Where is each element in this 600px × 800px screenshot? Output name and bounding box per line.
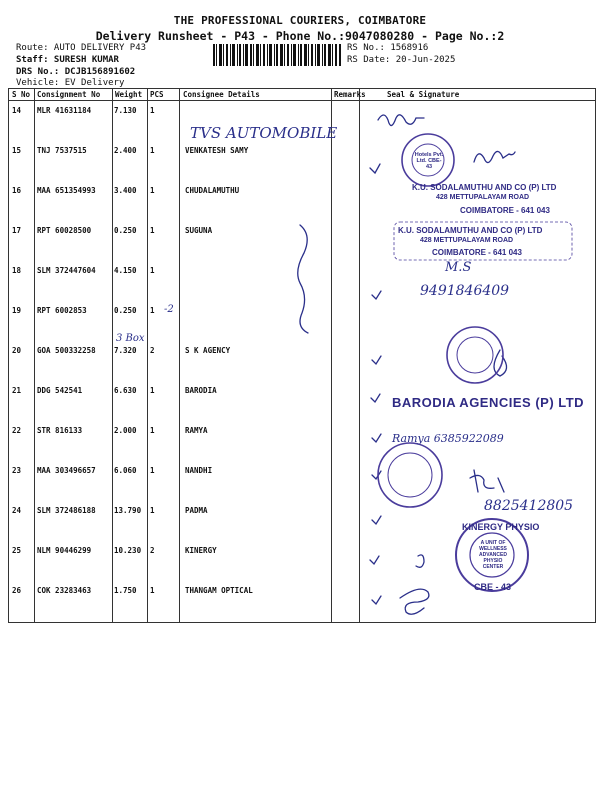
stamp-sodalamuthu-line1: K.U. SODALAMUTHU AND CO (P) LTD (412, 183, 557, 192)
row-weight: 13.790 (114, 506, 142, 515)
stamp-kinergy-name: KINERGY PHYSIO (462, 522, 540, 532)
row-pcs: 1 (150, 146, 155, 155)
header-consignment: Consignment No (37, 90, 101, 99)
handwriting-ms: M.S (445, 260, 472, 275)
row-sno: 23 (12, 466, 22, 475)
row-sno: 18 (12, 266, 22, 275)
route-info: Route: AUTO DELIVERY P43 (16, 43, 147, 53)
row-consignee: RAMYA (185, 426, 208, 435)
tick-row24 (372, 516, 381, 524)
signature-row23 (470, 470, 504, 492)
row-sno: 17 (12, 226, 22, 235)
row-pcs: 2 (150, 546, 155, 555)
row-consignment: MAA 303496657 (37, 466, 96, 475)
row-consignee: VENKATESH SAMY (185, 146, 249, 155)
stamp-sodalamuthu-line3: COIMBATORE - 641 043 (460, 206, 550, 215)
row-consignee: CHUDALAMUTHU (185, 186, 240, 195)
row-weight: 7.130 (114, 106, 137, 115)
tick-row21 (371, 394, 380, 402)
tick-row26 (372, 596, 381, 604)
row-consignee: KINERGY (185, 546, 217, 555)
row-sno: 15 (12, 146, 22, 155)
row-sno: 14 (12, 106, 22, 115)
row-pcs: 1 (150, 106, 155, 115)
stamp-kinergy-city: CBE - 43 (474, 582, 512, 592)
tick-row25 (370, 556, 379, 564)
handwriting-tvs: TVS AUTOMOBILE (190, 124, 338, 142)
row-sno: 22 (12, 426, 22, 435)
row-consignment: NLM 90446299 (37, 546, 92, 555)
row-weight: 6.060 (114, 466, 137, 475)
signature-row26 (400, 589, 429, 614)
row-consignment: TNJ 7537515 (37, 146, 87, 155)
tick-row22 (372, 434, 381, 442)
stamp-sodalamuthu-row17-line2: 428 METTUPALAYAM ROAD (420, 237, 514, 244)
row-pcs: 2 (150, 346, 155, 355)
row-pcs: 1 (150, 426, 155, 435)
row-consignee: PADMA (185, 506, 208, 515)
runsheet-subtitle: Delivery Runsheet - P43 - Phone No.:9047080280 - Page No.:2 (95, 29, 505, 43)
header-sno: S No (12, 90, 31, 99)
handwriting-phone-18: 9491846409 (420, 283, 510, 299)
row-weight: 2.000 (114, 426, 137, 435)
row-weight: 0.250 (114, 226, 137, 235)
stamp-sodalamuthu-row17-line1: K.U. SODALAMUTHU AND CO (P) LTD (398, 226, 543, 235)
staff-info: Staff: SURESH KUMAR (16, 55, 119, 65)
header-remarks: Remarks (334, 90, 366, 99)
row-consignment: STR 816133 (37, 426, 83, 435)
header-pcs: PCS (150, 90, 164, 99)
row-pcs: 1 (150, 186, 155, 195)
row-sno: 24 (12, 506, 22, 515)
row-consignment: MLR 41631184 (37, 106, 92, 115)
header-weight: Weight (115, 90, 143, 99)
company-title: THE PROFESSIONAL COURIERS, COIMBATORE (173, 14, 427, 27)
row-sno: 26 (12, 586, 22, 595)
row-pcs: 1 (150, 266, 155, 275)
stamp-kinergy-inner: A UNIT OF WELLNESS ADVANCED PHYSIO CENTER (479, 540, 507, 570)
row-weight: 7.320 (114, 346, 137, 355)
stamp-hotels-inner: Hotels Pvt. Ltd. CBE-43 (414, 152, 444, 170)
row-weight: 4.150 (114, 266, 137, 275)
handwriting-three-box: 3 Box (116, 333, 145, 344)
tick-row15 (370, 164, 380, 173)
bracket-mark (298, 225, 308, 333)
row-weight: 10.230 (114, 546, 142, 555)
row-weight: 3.400 (114, 186, 137, 195)
handwriting-pcs-correction: -2 (164, 304, 174, 315)
handwriting-ramya: Ramya 6385922089 (392, 432, 504, 445)
row-pcs: 1 (150, 506, 155, 515)
stamp-sodalamuthu-row17-line3: COIMBATORE - 641 043 (432, 248, 522, 257)
header-seal-signature: Seal & Signature (387, 90, 460, 99)
stamp-row20 (447, 327, 503, 383)
stamp-sodalamuthu-line2: 428 METTUPALAYAM ROAD (436, 194, 530, 201)
row-weight: 2.400 (114, 146, 137, 155)
rs-date: RS Date: 20-Jun-2025 (347, 55, 456, 65)
row-consignee: S K AGENCY (185, 346, 231, 355)
row-weight: 1.750 (114, 586, 137, 595)
header-consignee: Consignee Details (183, 90, 260, 99)
tick-row20 (372, 356, 381, 364)
row-sno: 25 (12, 546, 22, 555)
row-consignment: SLM 372486188 (37, 506, 96, 515)
row-weight: 0.250 (114, 306, 137, 315)
row-consignment: COK 23283463 (37, 586, 92, 595)
row-consignment: SLM 372447604 (37, 266, 96, 275)
signature-row25 (416, 555, 424, 567)
tick-row23 (372, 471, 381, 479)
vehicle-info: Vehicle: EV Delivery (16, 78, 125, 88)
row-consignee: SUGUNA (185, 226, 213, 235)
row-sno: 16 (12, 186, 22, 195)
row-pcs: 1 (150, 586, 155, 595)
row-sno: 19 (12, 306, 22, 315)
row-sno: 21 (12, 386, 22, 395)
row-consignment: DDG 542541 (37, 386, 83, 395)
row-consignment: RPT 60028500 (37, 226, 92, 235)
row-weight: 6.630 (114, 386, 137, 395)
tick-row18 (372, 291, 381, 299)
row-consignment: MAA 651354993 (37, 186, 96, 195)
signature-row14 (378, 115, 424, 126)
row-consignment: GOA 500332258 (37, 346, 96, 355)
row-pcs: 1 (150, 226, 155, 235)
drs-number: DRS No.: DCJB156891602 (16, 67, 136, 77)
signature-row15 (474, 151, 515, 162)
row-consignment: RPT 6002853 (37, 306, 87, 315)
row-pcs: 1 (150, 466, 155, 475)
row-pcs: 1 (150, 306, 155, 315)
row-pcs: 1 (150, 386, 155, 395)
row-sno: 20 (12, 346, 22, 355)
signature-row20 (494, 350, 507, 376)
stamp-barodia: BARODIA AGENCIES (P) LTD (392, 395, 585, 410)
row-consignee: NANDHI (185, 466, 213, 475)
rs-number: RS No.: 1568916 (347, 43, 429, 53)
handwriting-padma-phone: 8825412805 (484, 498, 574, 514)
row-consignee: BARODIA (185, 386, 217, 395)
row-consignee: THANGAM OPTICAL (185, 586, 253, 595)
